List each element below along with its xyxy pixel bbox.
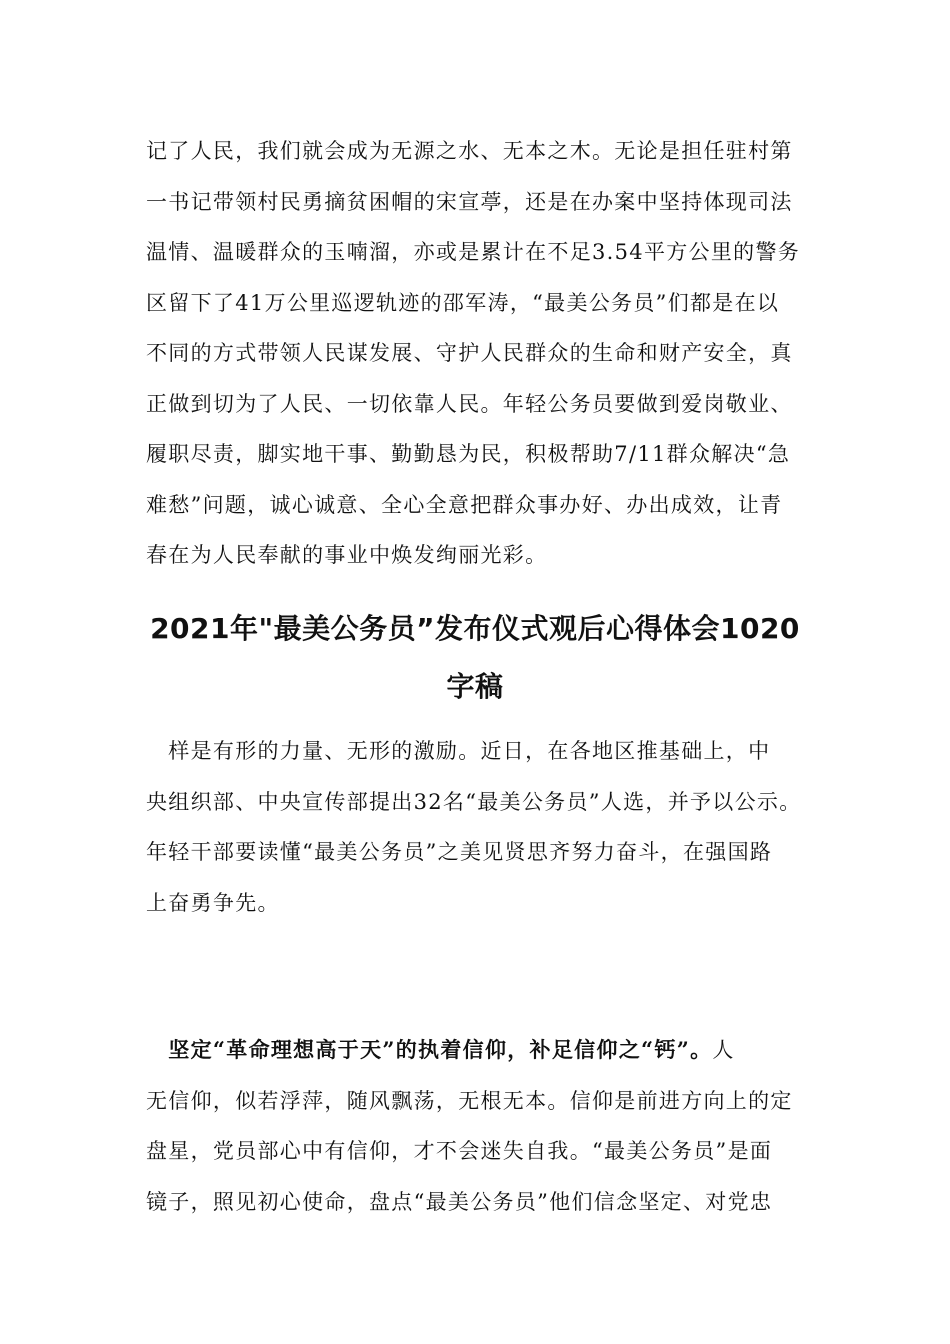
text-line: 温情、温暖群众的玉喃溜，亦或是累计在不足3.54平方公里的警务	[146, 240, 801, 264]
lead-continuation: 人	[712, 1038, 735, 1062]
title-line: 2021年"最美公务员”发布仪式观后心得体会1020	[150, 612, 800, 645]
section-heading-bold: 坚定“革命理想高于天”的执着信仰，补足信仰之“钙”。	[146, 1037, 713, 1062]
text-line: 区留下了41万公里巡逻轨迹的邵军涛，“最美公务员”们都是在以	[146, 290, 780, 315]
text-line-lead	[146, 1025, 816, 1076]
text-line: 履职尽责，脚实地干事、勤勤恳为民，积极帮助7/11群众解决“急	[146, 442, 791, 466]
text-line: 央组织部、中央宣传部提出32名“最美公务员”人选，并予以公示。	[146, 789, 802, 814]
text-line: 年轻干部要读懂“最美公务员”之美见贤思齐努力奋斗，在强国路	[146, 840, 773, 864]
text-line: 镜子，照见初心使命，盘点“最美公务员”他们信念坚定、对党忠	[146, 1189, 773, 1214]
text-line: 无信仰，似若浮萍，随风飘荡，无根无本。信仰是前进方向上的定	[146, 1088, 793, 1113]
text-line: 一书记带领村民勇摘贫困帽的宋宣葶，还是在办案中坚持体现司法	[146, 189, 793, 214]
text-line: 难愁”问题，诚心诚意、全心全意把群众事办好、办出成效，让青	[146, 492, 783, 517]
text-line: 正做到切为了人民、一切依靠人民。年轻公务员要做到爱岗敬业、	[146, 391, 793, 416]
title-line: 字稿	[446, 670, 504, 703]
text-line: 不同的方式带领人民谋发展、守护人民群众的生命和财产安全，真	[146, 341, 793, 365]
document-title	[120, 600, 830, 716]
text-line: 盘星，党员部心中有信仰，才不会迷失自我。“最美公务员”是面	[146, 1139, 773, 1163]
text-line: 春在为人民奉献的事业中焕发绚丽光彩。	[146, 543, 548, 567]
body-paragraph-3	[146, 1025, 816, 1227]
body-paragraph-2	[146, 726, 816, 928]
text-line: 记了人民，我们就会成为无源之水、无本之木。无论是担任驻村第	[146, 139, 793, 163]
text-line: 样是有形的力量、无形的激励。近日，在各地区推基础上，中	[146, 739, 771, 763]
body-paragraph-1	[146, 126, 816, 581]
text-line: 上奋勇争先。	[146, 890, 280, 915]
